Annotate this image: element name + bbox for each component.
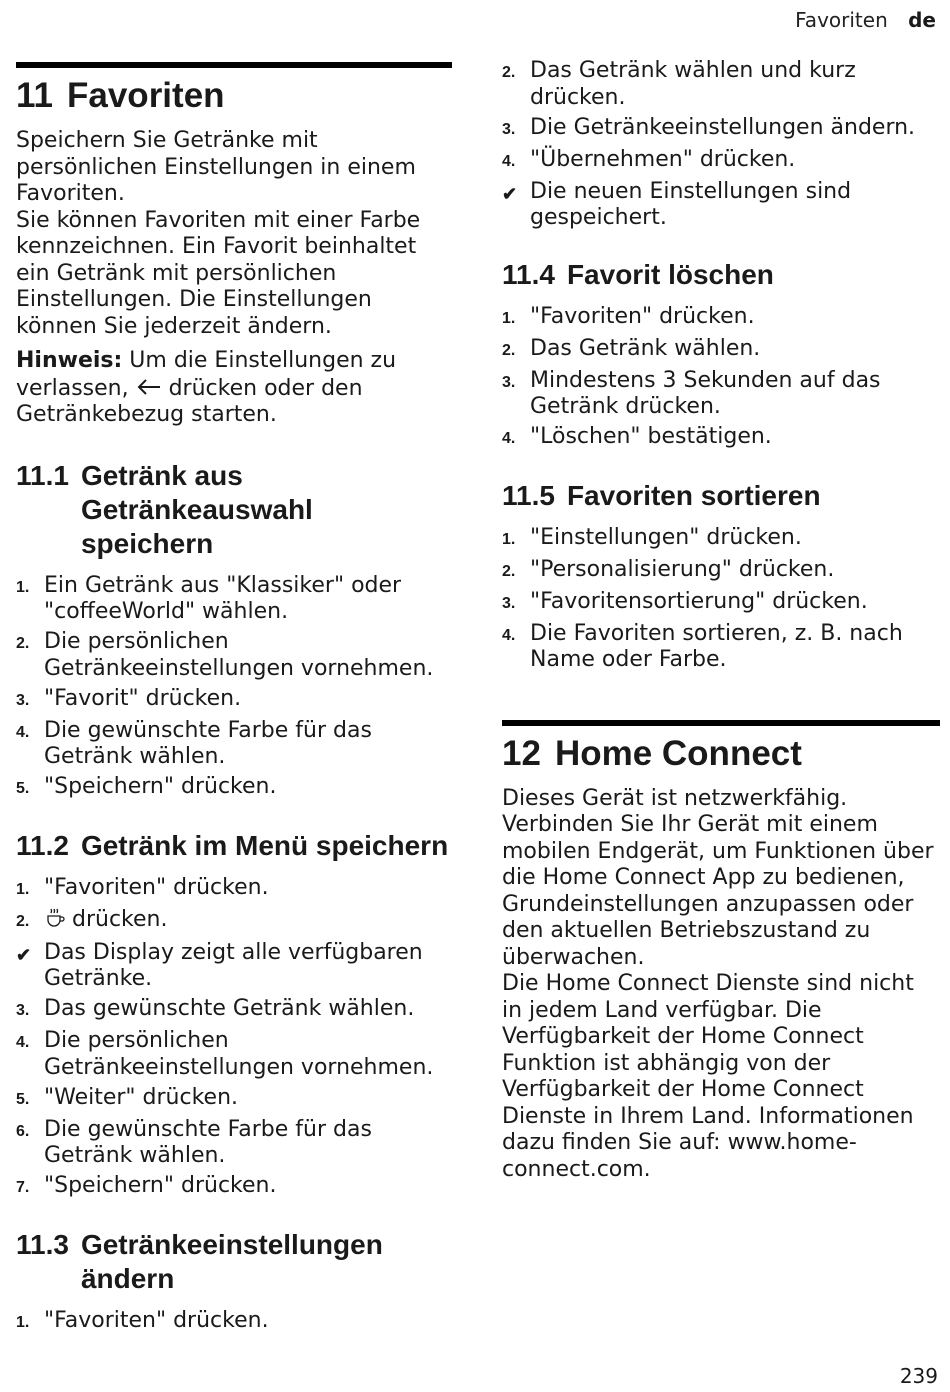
step-number: 7.	[16, 1179, 30, 1196]
list-item	[16, 629, 452, 682]
step-number: 4.	[502, 626, 516, 644]
step-text: Die gewünschte Farbe für das Getränk wählen.	[44, 1116, 372, 1168]
step-text: "Einstellungen" drücken.	[530, 524, 802, 550]
step-number: 5.	[16, 780, 30, 797]
step-number: 4.	[16, 723, 30, 741]
step-text: "Favoriten" drücken.	[44, 1307, 269, 1333]
step-text: Die gewünschte Farbe für das Getränk wählen.	[44, 717, 372, 769]
step-text: Das Display zeigt alle verfügbaren Getränke.	[44, 939, 423, 991]
step-number: 1.	[502, 309, 516, 327]
chapter-11-heading	[16, 76, 452, 116]
list-item	[16, 1085, 452, 1114]
page-number: 239	[899, 1364, 938, 1388]
body-paragraph: Dieses Gerät ist netzwerkfähig. Verbinden Sie Ihr Gerät mit einem mobilen Endgerät, um Funktionen über die Home Connect App zu bedienen, Grundeinstellungen anzupassen oder den aktuellen Betriebszustand zu überwachen.	[502, 785, 934, 970]
step-text: Die Favoriten sortieren, z. B. nach Name oder Farbe.	[530, 620, 903, 672]
step-text: "Favoritensortierung" drücken.	[530, 588, 868, 614]
list-item	[16, 573, 452, 626]
intro-paragraph: Speichern Sie Getränke mit persönlichen Einstellungen in einem Favoriten.	[16, 128, 416, 206]
step-text: "Löschen" bestätigen.	[530, 424, 772, 449]
list-item	[16, 1308, 452, 1337]
steps-list	[502, 525, 940, 674]
section-number: 11.4	[502, 258, 555, 290]
step-text: Ein Getränk aus "Klassiker" oder "coffeeWorld" wählen.	[44, 572, 402, 624]
list-item	[16, 907, 452, 937]
list-item	[16, 1173, 452, 1202]
running-header	[795, 8, 936, 32]
chapter-title: Favoriten	[67, 76, 225, 115]
step-number: 1.	[16, 880, 30, 898]
list-item	[502, 336, 940, 365]
chapter-number: 11	[16, 76, 53, 115]
step-number: 6.	[16, 1122, 30, 1140]
step-text: "Personalisierung" drücken.	[530, 556, 835, 582]
step-number: 5.	[16, 1090, 30, 1108]
section-title: Favorit löschen	[566, 258, 774, 290]
section-11-1-heading	[16, 459, 452, 561]
step-text: Die neuen Einstellungen sind gespeichert.	[530, 178, 852, 230]
step-number: 2.	[502, 64, 516, 81]
step-text: "Favoriten" drücken.	[44, 874, 269, 900]
note-paragraph	[16, 348, 452, 429]
step-number: 1.	[502, 530, 516, 548]
cup-icon	[44, 907, 66, 937]
section-number: 11.3	[16, 1228, 69, 1260]
step-text: Mindestens 3 Sekunden auf das Getränk drücken.	[530, 367, 881, 419]
steps-list	[16, 573, 452, 803]
step-number: 3.	[16, 691, 30, 709]
step-number: 2.	[16, 635, 30, 652]
step-number: 2.	[16, 912, 30, 930]
section-11-3-heading	[16, 1228, 452, 1296]
list-item	[502, 525, 940, 554]
list-item	[502, 147, 940, 176]
chapter-number: 12	[502, 733, 541, 773]
section-11-2-heading	[16, 829, 452, 863]
section-title: Getränk im Menü speichern	[80, 829, 449, 861]
list-item	[502, 368, 940, 421]
step-text: "Speichern" drücken.	[44, 1173, 277, 1198]
list-item	[16, 875, 452, 904]
step-number: 4.	[502, 430, 516, 447]
step-text: "Übernehmen" drücken.	[530, 146, 796, 172]
step-number: 4.	[16, 1034, 30, 1051]
step-text: "Favoriten" drücken.	[530, 303, 755, 329]
intro-paragraph: Sie können Favoriten mit einer Farbe kennzeichnen. Ein Favorit beinhaltet ein Getränk mit persönlichen Einstellungen. Die Einstellungen können Sie jederzeit ändern.	[16, 207, 421, 339]
section-number: 11.1	[16, 459, 69, 491]
list-item	[502, 115, 940, 144]
section-title: Getränk aus Getränkeauswahl speichern	[80, 459, 313, 559]
list-item	[502, 557, 940, 586]
list-item	[16, 940, 452, 993]
step-number: 3.	[502, 594, 516, 612]
step-text: Die Getränkeeinstellungen ändern.	[530, 114, 916, 140]
steps-list	[502, 304, 940, 453]
list-item	[16, 718, 452, 771]
chapter-12-heading	[502, 734, 940, 774]
step-text: "Favorit" drücken.	[44, 685, 242, 711]
list-item	[502, 424, 940, 453]
section-11-5-heading	[502, 479, 940, 513]
list-item	[16, 1117, 452, 1170]
steps-list	[16, 875, 452, 1202]
note-label: Hinweis:	[16, 348, 123, 373]
list-item	[502, 589, 940, 618]
steps-list	[502, 58, 940, 232]
header-section-title: Favoriten	[795, 8, 888, 32]
step-text: "Speichern" drücken.	[44, 774, 277, 799]
chapter-rule	[502, 720, 940, 726]
step-number: 1.	[16, 1313, 30, 1331]
step-number: 2.	[502, 341, 516, 359]
result-check-icon: ✔	[502, 183, 518, 204]
step-text: Das Getränk wählen.	[530, 335, 761, 361]
step-text: Das Getränk wählen und kurz drücken.	[530, 58, 856, 110]
chapter-rule	[16, 62, 452, 68]
step-text: Das gewünschte Getränk wählen.	[44, 996, 415, 1021]
step-text: drücken.	[72, 906, 168, 932]
step-number: 3.	[502, 373, 516, 391]
list-item	[16, 996, 452, 1025]
step-text: "Weiter" drücken.	[44, 1084, 239, 1110]
step-number: 1.	[16, 578, 30, 596]
steps-list	[16, 1308, 452, 1337]
step-number: 2.	[502, 562, 516, 580]
step-number: 3.	[16, 1002, 30, 1019]
header-language: de	[908, 8, 936, 32]
right-column	[502, 58, 940, 1191]
section-title: Getränkeeinstellungen ändern	[80, 1228, 383, 1294]
list-item	[502, 58, 940, 111]
step-number: 3.	[502, 120, 516, 138]
step-number: 4.	[502, 152, 516, 170]
list-item	[502, 179, 940, 232]
note-text: drücken oder den Getränkebezug starten.	[16, 375, 363, 427]
section-11-4-heading	[502, 258, 940, 292]
section-number: 11.5	[502, 479, 555, 511]
list-item	[16, 1028, 452, 1081]
chapter-title: Home Connect	[554, 733, 802, 773]
list-item	[16, 686, 452, 715]
list-item	[16, 774, 452, 803]
left-column	[16, 62, 452, 1362]
result-check-icon: ✔	[16, 944, 32, 965]
list-item	[502, 621, 940, 674]
section-number: 11.2	[16, 829, 69, 861]
step-text: Die persönlichen Getränkeeinstellungen vornehmen.	[44, 629, 434, 681]
note-text: Um die Einstellungen zu verlassen,	[16, 348, 397, 401]
section-title: Favoriten sortieren	[566, 479, 821, 511]
list-item	[502, 304, 940, 333]
back-arrow-icon	[136, 375, 162, 402]
step-text: Die persönlichen Getränkeeinstellungen vornehmen.	[44, 1028, 434, 1080]
body-paragraph: Die Home Connect Dienste sind nicht in jedem Land verfügbar. Die Verfügbarkeit der Home Connect Funktion ist abhängig von der Verfügbarkeit der Home Connect Dienste in Ihrem Land. Informationen dazu finden Sie auf: www.home-connect.com.	[502, 971, 914, 1182]
